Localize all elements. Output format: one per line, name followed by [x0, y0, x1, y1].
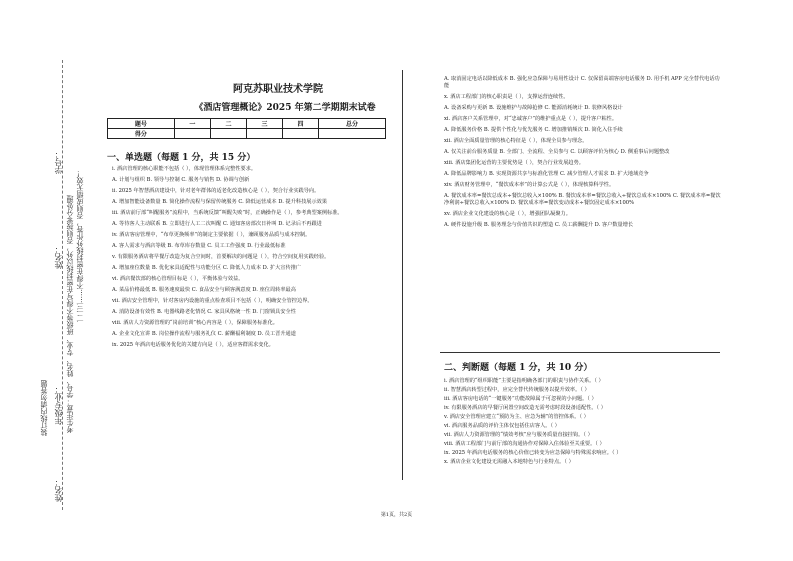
binding-instruction-1: 一二三……不得在密封线外作答，否则成绩无效！: [76, 170, 84, 324]
list-item: ix. 2025 年酒店电话服务的核心价值已转变为应急保障与特殊需求响应。（ ）: [444, 450, 622, 456]
student-name-label: 姓名：: [54, 245, 63, 269]
score-cell: 总分: [319, 119, 386, 129]
list-item: v. 酒店安全管理应建立“预防为主、应急为辅”的管控体系。（ ）: [444, 414, 589, 420]
score-cell: 一: [174, 119, 210, 129]
school-name: 阿克苏职业技术学院: [233, 84, 323, 95]
list-item: i. 酒店管理的“组织职能”主要是指明确各部门的职责与协作关系。（ ）: [444, 378, 604, 384]
exam-title: 《酒店管理概论》2025 年第二学期期末试卷: [194, 103, 376, 113]
answer-options: A. 硬件设施升级 B. 服务理念与价值共识的塑造 C. 员工薪酬提升 D. 客户数量增长: [444, 222, 634, 228]
question-text: x. 酒店工程部门的核心职责是（ ），支撑运营连续性。: [444, 94, 569, 100]
score-cell: 题号: [108, 119, 175, 129]
answer-options: A. 仅关注前台服务质量 B. 全部门、全流程、全员参与 C. 以顾客评价为核心 D. 侧重事后问题整改: [444, 149, 670, 155]
score-cell: 三: [246, 119, 282, 129]
answer-options: A. 降低服务价格 B. 提供个性化与优先服务 C. 增加推销频次 D. 简化入住手续: [444, 127, 623, 133]
question-text: viii. 酒店人力资源管理的“岗前培训”核心内容是（ ），保障服务标准化。: [112, 320, 278, 326]
question-text: i. 酒店管理的核心职能不包括（ ），体现管理体系完整性要求。: [112, 166, 257, 172]
list-item: iii. 酒店客房电话的“一键服务”功能故障属于可忽视的小问题。（ ）: [444, 396, 597, 402]
answer-options: A. 等待客人主动联系 B. 立即进行人工二次叫醒 C. 通知客房部次日补叫 D. 记录后不再跟进: [112, 221, 322, 227]
name-label-bottom: 姓名：: [54, 478, 63, 502]
section-separator: [440, 352, 720, 353]
score-cell: 二: [210, 119, 246, 129]
question-text: ii. 2025 年智慧酒店建设中，针对老年群体的适老化改造核心是（ ），契合行业实践导向。: [112, 188, 320, 194]
score-cell: [174, 129, 210, 139]
left-question-column: [112, 166, 392, 353]
answer-options: A. 设备采购与更新 B. 设施维护与故障抢修 C. 能源消耗统计 D. 装修风格设计: [444, 105, 623, 111]
grade-major-label: 年级专业：: [54, 385, 63, 425]
question-text: xi. 酒店客户关系管理中，对“忠诚客户”的维护重点是（ ），提升客户粘性。: [444, 116, 618, 122]
column-divider: [402, 70, 403, 480]
score-table: [107, 118, 386, 139]
answer-options: A. 增加智能设备数量 B. 简化操作流程与保留传统服务 C. 降低运营成本 D. 提升科技展示效果: [112, 199, 328, 205]
question-text: xiv. 酒店财务管理中，“餐饮成本率”的计算公式是（ ），体现核算科学性。: [444, 182, 615, 188]
answer-options: A. 取消固定电话以降低成本 B. 强化应急保障与易用性设计 C. 仅保留高端客房电话服务 D. 用手机 APP 完全替代电话功能: [444, 76, 720, 89]
question-text: vii. 酒店安全管理中，针对客房内设施的重点检查项目不包括（ ），明确安全管控边界。: [112, 298, 313, 304]
score-cell: 得分: [108, 129, 175, 139]
question-text: xiii. 酒店集团化运营的主要优势是（ ），契合行业发展趋势。: [444, 160, 584, 166]
answer-options: A. 菜品价格最低 B. 服务速度最快 C. 食品安全与顾客满意度 D. 座位周转率最高: [112, 287, 296, 293]
score-cell: [283, 129, 319, 139]
score-cell: 四: [283, 119, 319, 129]
score-cell: [210, 129, 246, 139]
list-item: iv. 有限服务酒店的早餐厅闲置空间改造无需考虑时段设备适配性。（ ）: [444, 405, 606, 411]
question-text: xii. 酒店全面质量管理的核心特征是（ ），体现全员参与理念。: [444, 138, 588, 144]
answer-options: A. 餐饮成本率=餐饮总成本÷餐饮总收入×100% B. 餐饮成本率=餐饮总收入÷餐饮总成本×100% C. 餐饮成本率=餐饮净利润÷餐饮总收入×100% D. 餐饮成本率=餐饮变动成本÷餐饮固定成本×100%: [444, 193, 721, 206]
score-table-header-row: [108, 119, 386, 129]
list-item: vii. 酒店人力资源管理的“绩效考核”应与服务质量直接挂钩。（ ）: [444, 432, 593, 438]
list-item: x. 酒店企业文化建设无需融入本地特色与行业特点。（ ）: [444, 459, 574, 465]
binding-instruction-2: 考生注意：学号、姓名、专业、班级等不得写在密封线以外，否则按零分处理: [66, 195, 74, 433]
list-item: ii. 智慧酒店转型过程中，应完全替代传统服务以提升效率。（ ）: [444, 387, 590, 393]
right-question-column: [444, 76, 722, 233]
section-single-choice-title: 一、单选题（每题 1 分，共 15 分）: [107, 153, 256, 163]
seal-line: [62, 60, 63, 510]
true-false-list: [444, 378, 722, 468]
question-text: iv. 酒店客房管理中，“布草更换频率”的制定主要依据（ ），兼顾服务品质与成本控制。: [112, 232, 311, 238]
question-text: vi. 酒店餐饮部的核心管理目标是（ ），平衡体验与效益。: [112, 276, 244, 282]
binding-margin: [0, 0, 90, 561]
question-text: ix. 2025 年酒店电话服务优化的关键方向是（ ），适应客群需求变化。: [112, 342, 274, 348]
question-text: iii. 酒店前厅部“叫醒服务”流程中，当系统反馈“叫醒失败”时，正确操作是（ ），参考典型案例标准。: [112, 210, 343, 216]
student-id-label: 学号：: [54, 150, 63, 174]
score-cell: [246, 129, 282, 139]
answer-options: A. 计划与组织 B. 领导与控制 C. 服务与销售 D. 协调与创新: [112, 177, 250, 183]
binding-instruction-3: 装订线内请勿答题: [40, 380, 48, 436]
question-text: xv. 酒店企业文化建设的核心是（ ），增强团队凝聚力。: [444, 211, 571, 217]
score-table-score-row: [108, 129, 386, 139]
answer-options: A. 企业文化宣讲 B. 岗位操作流程与服务礼仪 C. 薪酬福利制度 D. 员工晋升通道: [112, 331, 296, 337]
list-item: vi. 酒店服务品质的评价主体仅包括住店客人。（ ）: [444, 423, 560, 429]
answer-options: A. 增加座位数量 B. 优化家具适配性与功能分区 C. 降低人力成本 D. 扩大宣传推广: [112, 265, 302, 271]
section-true-false-title: 二、判断题（每题 1 分，共 10 分）: [444, 363, 593, 373]
answer-options: A. 客人需求与酒店等级 B. 布草库存数量 C. 员工工作强度 D. 行业最低标准: [112, 243, 286, 249]
score-cell: [319, 129, 386, 139]
answer-options: A. 降低品牌影响力 B. 实现资源共享与标准化管理 C. 减少管理人才需求 D. 扩大地域竞争: [444, 171, 649, 177]
page-number: 第1页，共2页: [380, 512, 413, 518]
answer-options: A. 消防设备有效性 B. 电器线路老化情况 C. 家具风格统一性 D. 门窗锁具安全性: [112, 309, 296, 315]
list-item: viii. 酒店工程部门与前厅部的沟通协作对保障入住体验至关重要。（ ）: [444, 441, 605, 447]
question-text: v. 有限服务酒店将早餐厅改造为复合空间时，首要解决的问题是（ ），符合空间复用实践经验。: [112, 254, 330, 260]
